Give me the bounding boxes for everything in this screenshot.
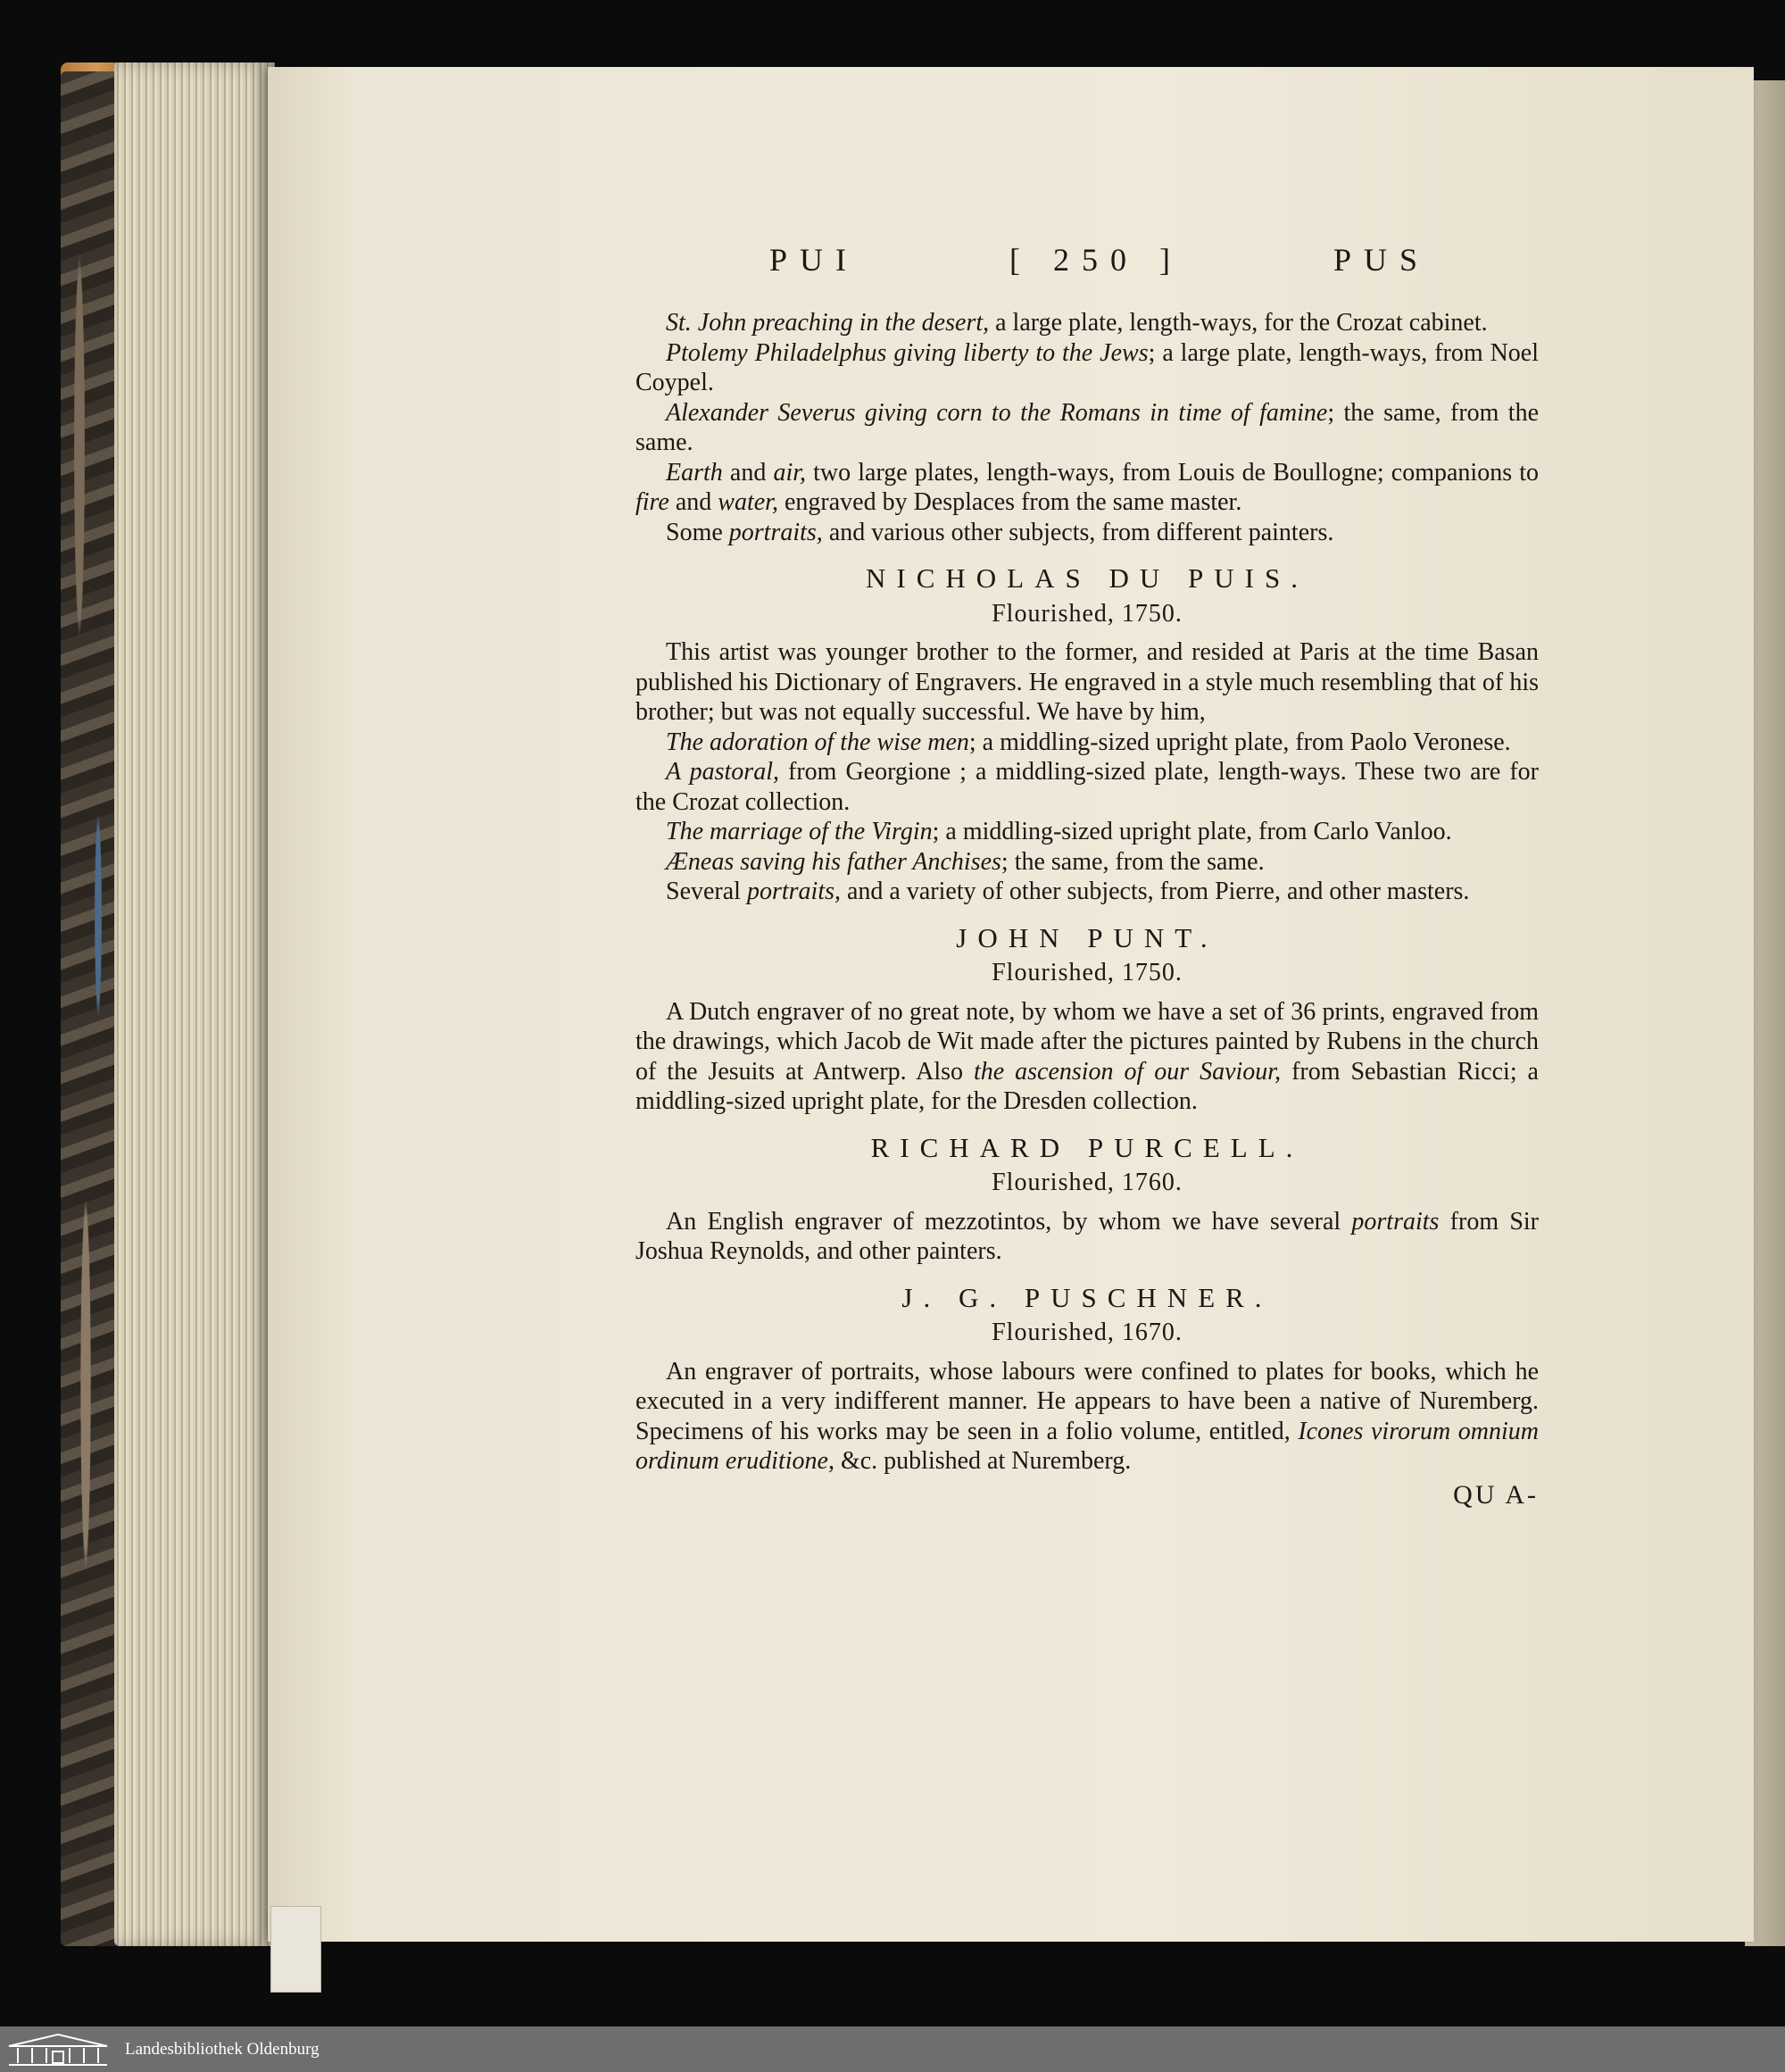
footer-bar [0, 2026, 1785, 2072]
flourished-date: Flourished, 1670. [992, 1319, 1183, 1346]
paragraph [635, 1207, 1539, 1267]
section-heading: JOHN PUNT. [956, 921, 1218, 953]
paragraph [635, 728, 1539, 758]
running-head-left: PUI [769, 242, 859, 278]
text-run: &c. published at Nuremberg. [834, 1447, 1132, 1475]
section-heading: NICHOLAS DU PUIS. [866, 562, 1308, 594]
italic-title: the ascension of our Saviour, [973, 1057, 1282, 1086]
paragraph [635, 1357, 1539, 1477]
text-run: A Dutch engraver of no great note, by whom we have a set of 36 prints, engraved from the drawings, which Jacob de Wit made after the pictures painted by Rubens in the church of the Jesuits at Antwerp. Also [635, 997, 1539, 1086]
paragraph: This artist was younger brother to the former, and resided at Paris at the time Basan published his Dictionary of Engravers. He engraved in a style much resembling that of his brother; but was not equally successful. We have by him, [635, 638, 1539, 726]
text-run: and [668, 488, 718, 516]
italic-title: Earth [666, 458, 723, 487]
text-run: An English engraver of mezzotintos, by whom we have several [666, 1207, 1352, 1236]
italic-title: Ptolemy Philadelphus giving liberty to the Jews [666, 338, 1149, 367]
running-head-right: PUS [1333, 242, 1430, 278]
italic-title: The adoration of the wise men [666, 728, 969, 756]
text-run: and [722, 458, 774, 487]
italic-title: portraits [1351, 1207, 1440, 1236]
page-number: [ 250 ] [1009, 242, 1183, 278]
page-tab-marker [270, 1906, 321, 1993]
text-run: ; the same, from the same. [635, 398, 1539, 456]
text-run: ; a large plate, length-ways, from Noel Coypel. [635, 338, 1539, 396]
text-run: ; a middling-sized upright plate, from Carlo Vanloo. [932, 818, 1452, 845]
italic-title: St. John preaching in the desert, [666, 309, 990, 337]
italic-title: fire [635, 488, 669, 516]
text-run: and a variety of other subjects, from Pierre, and other masters. [841, 878, 1470, 905]
page-edges [114, 62, 275, 1946]
text-run: ; a middling-sized upright plate, from Paolo Veronese. [968, 728, 1511, 756]
running-head [769, 241, 1430, 279]
section-heading: RICHARD PURCELL. [870, 1131, 1304, 1163]
flourished-date: Flourished, 1760. [992, 1169, 1183, 1196]
paragraph [635, 308, 1539, 338]
text-run: Some [666, 518, 729, 546]
paragraph [635, 338, 1539, 398]
paragraph [635, 847, 1539, 878]
italic-title: Æneas saving his father Anchises [666, 847, 1001, 876]
italic-title: water, [718, 488, 778, 516]
italic-title: portraits, [746, 878, 841, 905]
library-name: Landesbibliothek Oldenburg [125, 2039, 320, 2059]
paragraph [635, 757, 1539, 817]
text-run: a large plate, length-ways, for the Crozat cabinet. [989, 309, 1488, 337]
paragraph [635, 817, 1539, 847]
page-body [635, 308, 1539, 1510]
italic-title: Icones virorum omnium ordinum eruditione, [635, 1417, 1539, 1475]
text-run: An engraver of portraits, whose labours were confined to plates for books, which he executed in a very indifferent manner. He appears to have been a native of Nuremberg. Specimens of his works may be seen in a folio volume, entitled, [635, 1357, 1539, 1445]
paragraph [635, 877, 1539, 907]
italic-title: The marriage of the Virgin [666, 818, 933, 845]
italic-title: portraits, [728, 518, 823, 546]
text-run: from Georgione ; a middling-sized plate, length-ways. These two are for the Crozat collection. [635, 758, 1539, 816]
paragraph [635, 458, 1539, 518]
text-run: two large plates, length-ways, from Louis de Boullogne; companions to [806, 458, 1539, 487]
text-run: engraved by Desplaces from the same master. [777, 488, 1242, 516]
catchword: QU A- [1453, 1479, 1539, 1510]
italic-title: Alexander Severus giving corn to the Romans in time of famine [666, 398, 1328, 427]
text-run: ; the same, from the same. [1000, 847, 1265, 876]
italic-title: air, [773, 458, 807, 487]
flourished-date: Flourished, 1750. [992, 599, 1183, 628]
flourished-date: Flourished, 1750. [992, 959, 1183, 986]
paragraph [635, 997, 1539, 1117]
text-run: Several [666, 878, 747, 905]
text-run: from Sebastian Ricci; a middling-sized upright plate, for the Dresden collection. [635, 1057, 1539, 1115]
italic-title: A pastoral, [666, 758, 779, 786]
section-heading: J. G. PUSCHNER. [901, 1281, 1273, 1313]
paragraph [635, 518, 1539, 548]
text-run: from Sir Joshua Reynolds, and other painters. [635, 1207, 1539, 1265]
library-building-icon [5, 2032, 111, 2068]
paragraph [635, 398, 1539, 458]
text-run: and various other subjects, from different painters. [822, 518, 1334, 546]
